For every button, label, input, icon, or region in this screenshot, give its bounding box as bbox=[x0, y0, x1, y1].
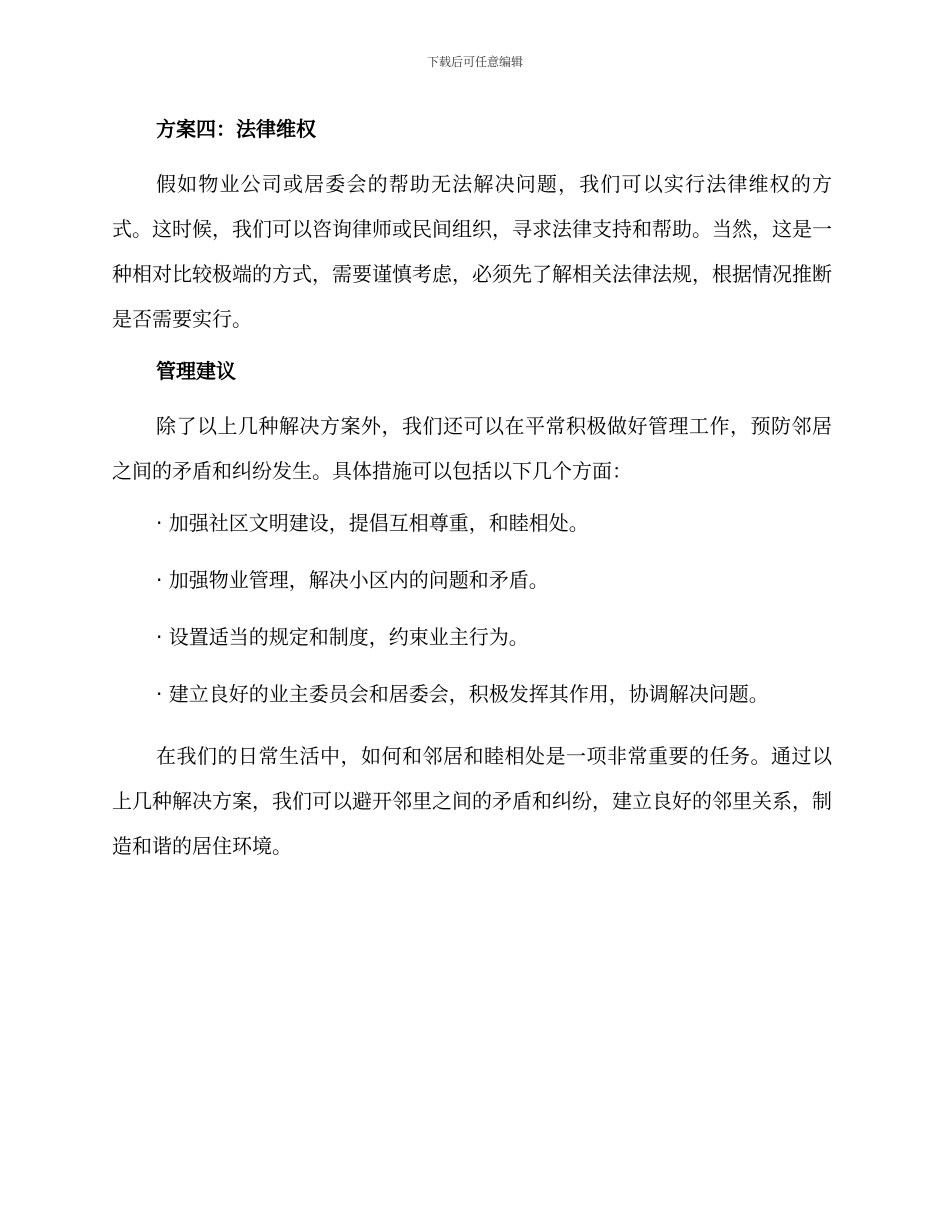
page-header-note: 下载后可任意编辑 bbox=[426, 55, 523, 69]
list-item: · 加强物业管理，解决小区内的问题和矛盾。 bbox=[156, 568, 549, 592]
document-body bbox=[112, 112, 832, 881]
list-item: · 建立良好的业主委员会和居委会，积极发挥其作用，协调解决问题。 bbox=[156, 682, 769, 706]
paragraph-conclusion: 在我们的日常生活中，如何和邻居和睦相处是一项非常重要的任务。通过以上几种解决方案，我们可以避开邻里之间的矛盾和纠纷，建立良好的邻里关系，制造和谐的居住环境。 bbox=[112, 744, 832, 858]
paragraph-management-intro: 除了以上几种解决方案外，我们还可以在平常积极做好管理工作，预防邻居之间的矛盾和纠纷发生。具体措施可以包括以下几个方面： bbox=[112, 414, 832, 483]
list-item: · 设置适当的规定和制度，约束业主行为。 bbox=[156, 625, 529, 649]
section-heading-management: 管理建议 bbox=[156, 359, 236, 383]
section-heading-legal-rights: 方案四：法律维权 bbox=[156, 117, 316, 141]
list-item: · 加强社区文明建设，提倡互相尊重，和睦相处。 bbox=[156, 511, 589, 535]
paragraph-legal-rights: 假如物业公司或居委会的帮助无法解决问题，我们可以实行法律维权的方式。这时候，我们可以咨询律师或民间组织，寻求法律支持和帮助。当然，这是一种相对比较极端的方式，需要谨慎考虑，必须先了解相关法律法规，根据情况推断是否需要实行。 bbox=[112, 172, 832, 331]
